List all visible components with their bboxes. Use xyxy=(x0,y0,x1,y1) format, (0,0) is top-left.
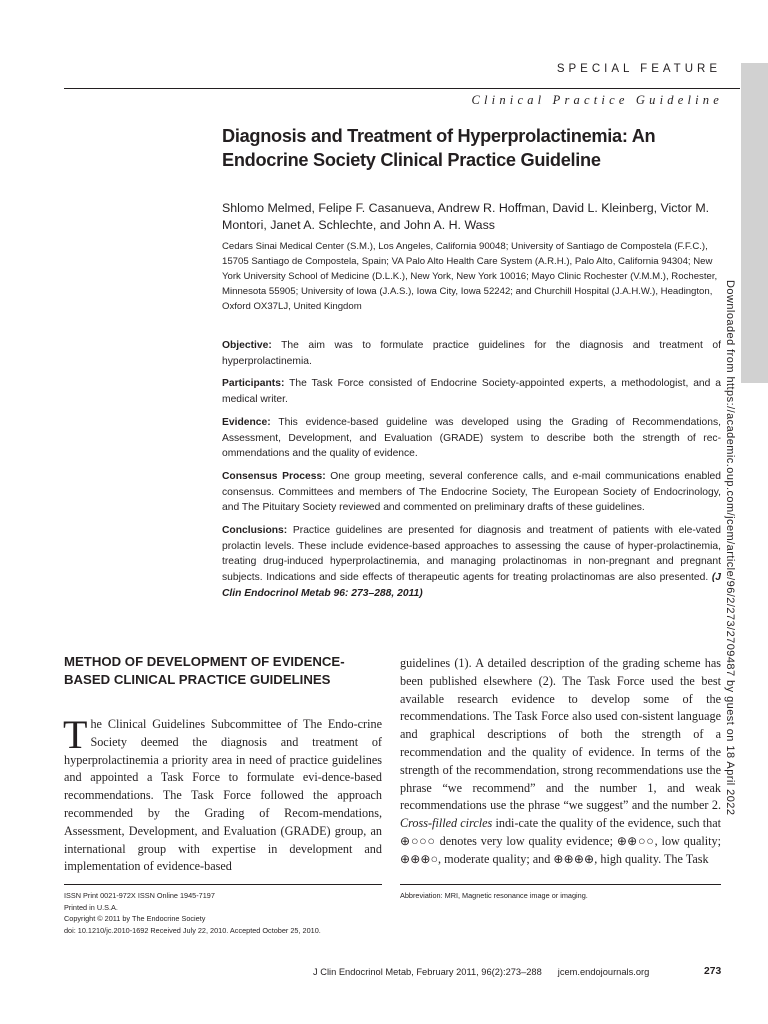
page-number: 273 xyxy=(704,966,722,977)
evidence-text: This evidence-based guideline was developed using the Grading of Recommendations, Assessment, Development, and Evaluation (GRADE) system to describe both the strength of rec-ommendations and the quality of evidence. xyxy=(222,416,721,460)
consensus-label: Consensus Process: xyxy=(222,470,326,482)
copyright: Copyright © 2011 by The Endocrine Society xyxy=(64,914,206,924)
objective-label: Objective: xyxy=(222,340,272,351)
drop-cap: T xyxy=(63,712,88,757)
participants-text: The Task Force consisted of Endocrine Society-appointed experts, a methodologist, and a medical writer. xyxy=(222,378,721,406)
section-label: Clinical Practice Guideline xyxy=(471,93,723,107)
doi: doi: 10.1210/jc.2010-1692 Received July 22, 2010. Accepted October 25, 2010. xyxy=(64,925,321,935)
conclusions-text: Practice guidelines are presented for diagnosis and treatment of patients with ele-vated prolactin levels. These include evidence-based approaches to assessing the cause of hyper-prolactinemia, treating drug-induced hyperprolactinemia, and managing prolactinomas in non-pregnant and pregnant subjects. Indications and side effects of therapeutic agents for treating prolactinomas are also presented. xyxy=(222,525,721,584)
objective-text: The aim was to formulate practice guidelines for the diagnosis and treatment of hyperprolactinemia. xyxy=(222,340,721,367)
body-right-italic: Cross-filled circles xyxy=(400,816,493,831)
consensus-text: One group meeting, several conference calls, and e-mail communications enabled consensus. Committees and members of The Endocrine Society, The European Society of Endocrinology, and The Pituitary Society reviewed and commented on preliminary drafts of these guidelines. xyxy=(222,470,721,514)
abstract-objective xyxy=(222,338,721,369)
page-footer xyxy=(313,967,665,977)
article-title: Diagnosis and Treatment of Hyperprolactinemia: An Endocrine Society Clinical Practice Guideline xyxy=(222,126,656,170)
citation: (J Clin Endocrinol Metab 96: 273–288, 2011) xyxy=(222,572,721,599)
evidence-label: Evidence: xyxy=(222,416,271,428)
abstract-participants xyxy=(222,376,721,407)
section-heading: METHOD OF DEVELOPMENT OF EVIDENCE-BASED CLINICAL PRACTICE GUIDELINES xyxy=(64,654,345,687)
abstract-evidence xyxy=(222,415,721,462)
participants-label: Participants: xyxy=(222,378,285,390)
header-rule xyxy=(64,88,740,89)
printed: Printed in U.S.A. xyxy=(64,902,118,912)
body-column-right xyxy=(400,655,721,869)
journal-site: jcem.endojournals.org xyxy=(557,967,650,977)
body-right-text-1: guidelines (1). A detailed description of the grading scheme has been published elsewhere (2). The Task Force used the best available research evidence to develop some of the recommendations. The Task Force also used con-sistent language and graphical descriptions of both the strength of a recommendation and the quality of evidence. In terms of the strength of the recommendation, strong recommendations use the phrase “we recommend” and the number 1, and weak recommendations use the phrase “we suggest” and the number 2. xyxy=(400,656,721,813)
abstract xyxy=(222,338,721,609)
journal-ref: J Clin Endocrinol Metab, February 2011, 96(2):273–288 xyxy=(313,967,542,977)
affiliations: Cedars Sinai Medical Center (S.M.), Los Angeles, California 90048; University of Santiago de Compostela (F.F.C.), 15705 Santiago de Compostela, Spain; VA Palo Alto Health Care System (A.R.H.), Palo Alto, California 94304; New York University School of Medicine (D.L.K.), New York, New York 10016; Mayo Clinic Rochester (V.M.M.), Rochester, Minnesota 55905; University of Iowa (J.A.S.), Iowa City, Iowa 52242; and Churchill Hospital (J.A.H.W.), Headington, Oxford OX37LJ, United Kingdom xyxy=(222,241,718,312)
footnotes-right xyxy=(400,890,721,902)
body-column-left xyxy=(63,712,382,876)
footnote-rule-right xyxy=(400,884,721,885)
abstract-conclusions xyxy=(222,523,721,602)
footnotes-left xyxy=(64,890,382,936)
conclusions-label: Conclusions: xyxy=(222,525,288,537)
abbreviation: Abbreviation: MRI, Magnetic resonance image or imaging. xyxy=(400,891,588,900)
side-tab xyxy=(741,63,768,383)
download-watermark: Downloaded from https://academic.oup.com/jcem/article/96/2/273/2709487 by guest on 18 April 2022 xyxy=(724,280,736,816)
special-feature-label: SPECIAL FEATURE xyxy=(556,63,721,75)
author-list: Shlomo Melmed, Felipe F. Casanueva, Andrew R. Hoffman, David L. Kleinberg, Victor M. Montori, Janet A. Schlechte, and John A. H. Wass xyxy=(222,201,710,232)
issn: ISSN Print 0021-972X ISSN Online 1945-7197 xyxy=(64,891,215,900)
abstract-consensus xyxy=(222,469,721,516)
body-right-text-2: indi-cate the quality of the evidence, such that ⊕○○○ denotes very low quality evidence; ⊕⊕○○, low quality; ⊕⊕⊕○, moderate quality; and ⊕⊕⊕⊕, high quality. The Task xyxy=(400,816,722,866)
footnote-rule-left xyxy=(64,884,382,885)
body-left-text: he Clinical Guidelines Subcommittee of The Endo-crine Society deemed the diagnosis and treatment of hyperprolactinemia a priority area in need of practice guidelines and appointed a Task Force to formulate evi-dence-based recommendations. The Task Force followed the approach recommended by the Grading of Recom-mendations, Assessment, Development, and Evaluation (GRADE) group, an international group with expertise in development and implementation of evidence-based xyxy=(64,717,382,874)
